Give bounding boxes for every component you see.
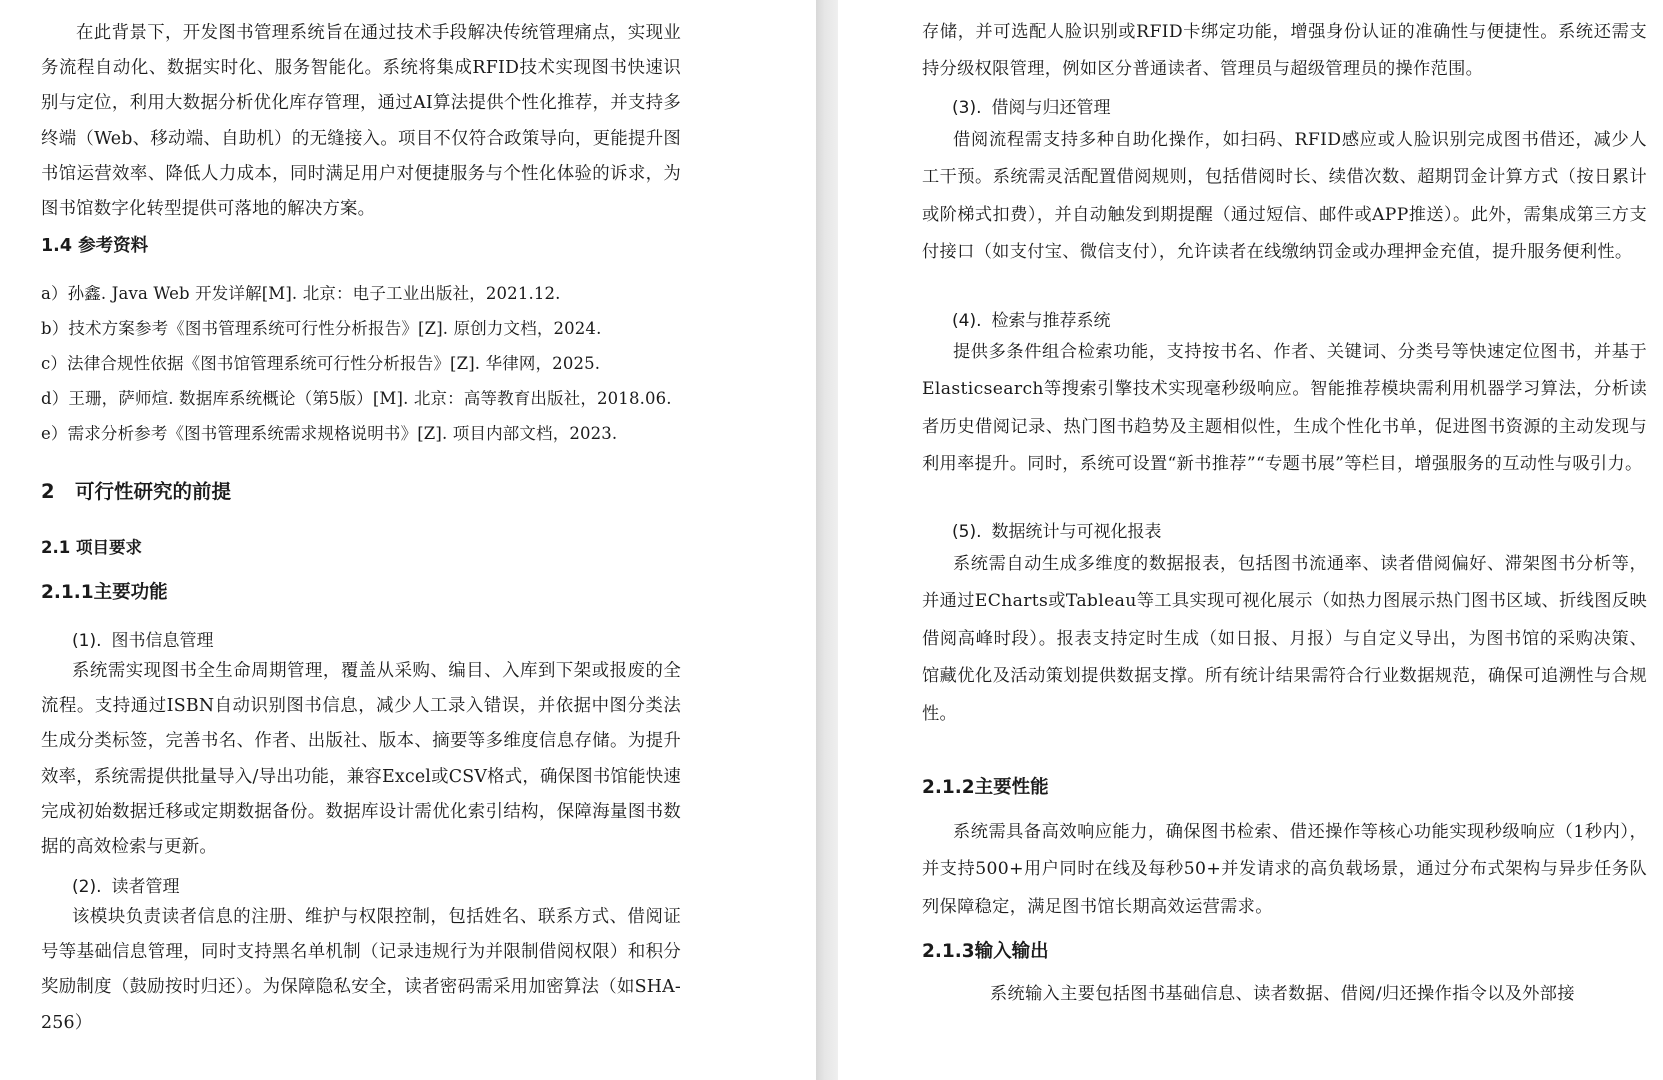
item-5-paragraph: 系统需自动生成多维度的数据报表，包括图书流通率、读者借阅偏好、滞架图书分析等，并通过ECharts或Tableau等工具实现可视化展示（如热力图展示热门图书区域、折线图反映借阅高峰时段）。报表支持定时生成（如日报、月报）与自定义导出，为图书馆的采购决策、馆藏优化及活动策划提供数据支撑。所有统计结果需符合行业数据规范，确保可追溯性与合规性。 bbox=[922, 554, 1647, 724]
reference-item-e: e）需求分析参考《图书管理系统需求规格说明书》[Z]. 项目内部文档，2023. bbox=[41, 424, 618, 443]
item-4-heading bbox=[952, 306, 1110, 331]
section-2-heading bbox=[41, 476, 231, 504]
item-2-title: 读者管理 bbox=[111, 877, 180, 897]
item-3-number: (3). bbox=[952, 98, 982, 118]
reference-item-a: a）孙鑫. Java Web 开发详解[M]. 北京：电子工业出版社，2021.12. bbox=[41, 284, 561, 303]
section-2-1-2-heading: 2.1.2主要性能 bbox=[922, 777, 1049, 798]
performance-paragraph: 系统需具备高效响应能力，确保图书检索、借还操作等核心功能实现秒级响应（1秒内），并支持500+用户同时在线及每秒50+并发请求的高负载场景，通过分布式架构与异步任务队列保障稳定，满足图书馆长期高效运营需求。 bbox=[922, 822, 1647, 917]
item-5-title: 数据统计与可视化报表 bbox=[991, 522, 1162, 542]
references-heading: 1.4 参考资料 bbox=[41, 236, 149, 256]
document-page-right bbox=[838, 0, 1663, 1080]
item-3-heading bbox=[952, 93, 1110, 118]
section-2-1-1-heading: 2.1.1主要功能 bbox=[41, 582, 168, 603]
item-4-title: 检索与推荐系统 bbox=[991, 311, 1111, 331]
item-1-paragraph: 系统需实现图书全生命周期管理，覆盖从采购、编目、入库到下架或报废的全流程。支持通过ISBN自动识别图书信息，减少人工录入错误，并依据中图分类法生成分类标签，完善书名、作者、出版社、版本、摘要等多维度信息存储。为提升效率，系统需提供批量导入/导出功能，兼容Excel或CSV格式，确保图书馆能快速完成初始数据迁移或定期数据备份。数据库设计需优化索引结构，保障海量图书数据的高效检索与更新。 bbox=[41, 661, 681, 858]
item-2-number: (2). bbox=[72, 877, 102, 897]
io-paragraph: 系统输入主要包括图书基础信息、读者数据、借阅/归还操作指令以及外部接 bbox=[990, 984, 1575, 1004]
item-1-number: (1). bbox=[72, 631, 102, 651]
document-page-left bbox=[0, 0, 816, 1080]
section-2-1-3-heading: 2.1.3输入输出 bbox=[922, 941, 1049, 962]
item-4-number: (4). bbox=[952, 311, 982, 331]
reference-item-b: b）技术方案参考《图书管理系统可行性分析报告》[Z]. 原创力文档，2024. bbox=[41, 319, 602, 338]
page-gap bbox=[816, 0, 838, 1080]
section-2-1-heading: 2.1 项目要求 bbox=[41, 538, 142, 557]
item-4-paragraph: 提供多条件组合检索功能，支持按书名、作者、关键词、分类号等快速定位图书，并基于Elasticsearch等搜索引擎技术实现毫秒级响应。智能推荐模块需利用机器学习算法，分析读者历史借阅记录、热门图书趋势及主题相似性，生成个性化书单，促进图书资源的主动发现与利用率提升。同时，系统可设置“新书推荐”“专题书展”等栏目，增强服务的互动性与吸引力。 bbox=[922, 342, 1647, 475]
item-2-heading bbox=[72, 872, 179, 897]
item-1-heading bbox=[72, 626, 213, 651]
reference-item-c: c）法律合规性依据《图书馆管理系统可行性分析报告》[Z]. 华律网，2025. bbox=[41, 354, 601, 373]
reference-item-d: d）王珊，萨师煊. 数据库系统概论（第5版）[M]. 北京：高等教育出版社，2018.06. bbox=[41, 389, 672, 408]
continued-paragraph: 存储，并可选配人脸识别或RFID卡绑定功能，增强身份认证的准确性与便捷性。系统还需支持分级权限管理，例如区分普通读者、管理员与超级管理员的操作范围。 bbox=[922, 22, 1647, 80]
section-2-title: 可行性研究的前提 bbox=[75, 480, 232, 503]
item-5-heading bbox=[952, 517, 1161, 542]
item-2-paragraph: 该模块负责读者信息的注册、维护与权限控制，包括姓名、联系方式、借阅证号等基础信息管理，同时支持黑名单机制（记录违规行为并限制借阅权限）和积分奖励制度（鼓励按时归还）。为保障隐私安全，读者密码需采用加密算法（如SHA-256） bbox=[41, 907, 681, 1033]
item-1-title: 图书信息管理 bbox=[111, 631, 214, 651]
item-3-title: 借阅与归还管理 bbox=[991, 98, 1111, 118]
section-2-number: 2 bbox=[41, 480, 55, 503]
intro-paragraph: 在此背景下，开发图书管理系统旨在通过技术手段解决传统管理痛点，实现业务流程自动化、数据实时化、服务智能化。系统将集成RFID技术实现图书快速识别与定位，利用大数据分析优化库存管理，通过AI算法提供个性化推荐，并支持多终端（Web、移动端、自助机）的无缝接入。项目不仅符合政策导向，更能提升图书馆运营效率、降低人力成本，同时满足用户对便捷服务与个性化体验的诉求，为图书馆数字化转型提供可落地的解决方案。 bbox=[41, 23, 681, 220]
item-3-paragraph: 借阅流程需支持多种自助化操作，如扫码、RFID感应或人脸识别完成图书借还，减少人工干预。系统需灵活配置借阅规则，包括借阅时长、续借次数、超期罚金计算方式（按日累计或阶梯式扣费），并自动触发到期提醒（通过短信、邮件或APP推送）。此外，需集成第三方支付接口（如支付宝、微信支付），允许读者在线缴纳罚金或办理押金充值，提升服务便利性。 bbox=[922, 130, 1647, 263]
item-5-number: (5). bbox=[952, 522, 982, 542]
